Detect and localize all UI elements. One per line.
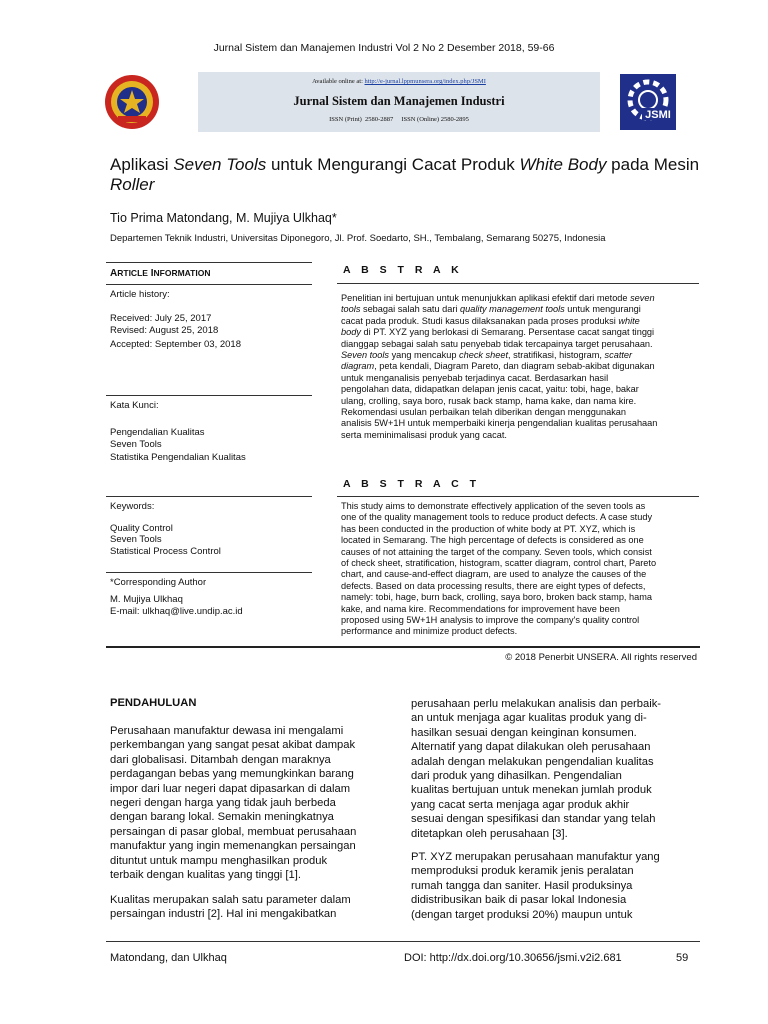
body-right-paragraph-2 (411, 850, 697, 922)
keyword-item: Quality Control (110, 523, 173, 534)
abstrak-line: tools sebagai salah satu dari quality management tools untuk mengurangi (341, 304, 641, 315)
body-line: dituntut untuk mampu menghasilkan produk (110, 854, 328, 867)
divider (106, 496, 312, 497)
abstract-line: proposed using 5W+1H analysis to improve the company's quality control (341, 615, 640, 626)
kata-kunci-item: Statistika Pengendalian Kualitas (110, 452, 246, 463)
journal-banner (198, 72, 600, 132)
body-left-paragraph-1 (110, 724, 396, 882)
divider (337, 496, 699, 497)
body-line: dengan barang lokal. Semakin meningkatnya (110, 811, 334, 824)
body-line: persaingan di pasar global, membuat perusahaan (110, 825, 357, 838)
body-line: perkembangan yang sangat pesat akibat dampak (110, 739, 356, 752)
body-line: Alternatif yang dapat dilakukan oleh perusahaan (411, 741, 651, 754)
available-online-label: Available online at: (312, 78, 363, 85)
abstract-line: one of the quality management tools to reduce product defects. A case study (341, 512, 653, 523)
divider (106, 284, 312, 285)
accepted-date: Accepted: September 03, 2018 (110, 339, 241, 350)
body-line: ditetapkan oleh perusahaan [3]. (411, 827, 568, 840)
author-list: Tio Prima Matondang, M. Mujiya Ulkhaq* (110, 211, 337, 225)
body-line: perusahaan perlu melakukan analisis dan perbaik- (411, 698, 662, 710)
body-line: hasilkan sesuai dengan keinginan konsumen. (411, 726, 637, 739)
article-info-heading: ARTICLE INFORMATION (110, 268, 211, 279)
body-line: rumah tangga dan saniter. Hasil produksinya (411, 879, 633, 892)
body-line: dari globalisasi. Ditambah dengan maraknya (110, 753, 331, 766)
divider (106, 572, 312, 573)
body-line: adalah dengan melakukan pengendalian kualitas (411, 755, 654, 768)
article-history-label: Article history: (110, 289, 170, 300)
abstrak-text (341, 293, 697, 441)
divider (106, 646, 700, 648)
svg-text:JSMI: JSMI (645, 109, 671, 121)
body-line: perdagangan bebas yang memungkinkan barang (110, 768, 354, 781)
abstract-line: namely: tobi, hage, burn back, crolling, saya boro, broken back stamp, hama (341, 592, 653, 603)
abstrak-line: cacat pada produk. Studi kasus dilaksanakan pada proses produksi white (341, 315, 640, 326)
abstrak-line: Rekomendasi usulan perbaikan telah diberikan dengan menggunakan (341, 407, 627, 418)
received-date: Received: July 25, 2017 (110, 313, 212, 324)
body-line: negeri dengan harga yang tidak jauh berbeda (110, 797, 336, 810)
abstract-line: This study aims to demonstrate effectively application of the seven tools as (341, 501, 646, 511)
abstract-line: has been conducted in the production of white body at PT. XYZ, which is (341, 523, 636, 534)
body-line: persaingan industri [2]. Hal ini mengakibatkan (110, 908, 337, 921)
kata-kunci-item: Seven Tools (110, 439, 162, 450)
divider (106, 395, 312, 396)
keyword-item: Statistical Process Control (110, 546, 221, 557)
abstract-line: performance and minimize product defects. (341, 626, 518, 637)
abstrak-line: serta meminimalisasi produk yang cacat. (341, 429, 507, 440)
body-line: manufaktur yang ingin memenangkan persaingan (110, 840, 356, 853)
page-number: 59 (676, 952, 689, 964)
abstract-line: located in Semarang. The high percentage of defects is considered as one (341, 535, 644, 546)
body-line: didistribusikan baik di pasar lokal Indonesia (411, 894, 627, 907)
body-left-paragraph-2 (110, 893, 396, 922)
abstrak-line: Seven tools yang mencakup check sheet, stratifikasi, histogram, scatter (341, 350, 633, 361)
abstrak-line: dianggap sebagai salah satu penyebab tidak tercapainya target perusahaan. (341, 338, 653, 349)
abstrak-line: diagram, peta kendali, Diagram Pareto, dan diagram sebab-akibat digunakan (341, 361, 655, 372)
abstrak-heading: A B S T R A K (343, 264, 463, 276)
footer-doi[interactable]: DOI: http://dx.doi.org/10.30656/jsmi.v2i2.681 (404, 952, 622, 964)
keyword-item: Seven Tools (110, 534, 162, 545)
divider (106, 262, 312, 263)
kata-kunci-label: Kata Kunci: (110, 400, 159, 411)
body-line: Kualitas merupakan salah satu parameter dalam (110, 894, 351, 906)
body-line: Perusahaan manufaktur dewasa ini mengalami (110, 725, 344, 737)
body-line: an untuk menjaga agar kualitas produk yang di- (411, 712, 647, 725)
body-line: dari produk yang dihasilkan. Pengendalian (411, 770, 622, 783)
body-line: yang cacat serta menjaga agar produk akhir (411, 798, 630, 811)
keywords-label: Keywords: (110, 501, 155, 512)
body-line: terbaik dengan kualitas yang tinggi [1]. (110, 869, 301, 882)
corresponding-author-email: E-mail: ulkhaq@live.undip.ac.id (110, 606, 243, 617)
paper-title: Aplikasi Seven Tools untuk Mengurangi Cacat Produk White Body pada Mesin Roller (110, 155, 700, 194)
journal-url-link[interactable]: http://e-jurnal.lppmunsera.org/index.php/JSMI (364, 78, 486, 85)
body-line: (dengan target produksi 20%) maupun untuk (411, 908, 633, 921)
revised-date: Revised: August 25, 2018 (110, 325, 219, 336)
footer-authors: Matondang, dan Ulkhaq (110, 952, 227, 964)
abstract-heading: A B S T R A C T (343, 478, 480, 490)
abstract-line: kake, and nama kire. Recommendations for improvement have been (341, 603, 620, 614)
abstrak-line: body di PT. XYZ yang berlokasi di Semarang. Persentase cacat sangat tinggi (341, 327, 655, 338)
journal-citation-line: Jurnal Sistem dan Manajemen Industri Vol 2 No 2 Desember 2018, 59-66 (213, 42, 555, 54)
abstrak-line: ulang, crolling, saya boro, rusak back stamp, hama kake, dan nama kire. (341, 395, 637, 406)
abstrak-line: pengolahan data, didapatkan delapan jenis cacat, yaitu: tobi, hage, bakar (341, 384, 639, 395)
journal-name: Jurnal Sistem dan Manajemen Industri (293, 94, 505, 108)
unsera-logo-icon (104, 74, 160, 130)
body-line: sesuai dengan spesifikasi dan standar yang telah (411, 813, 656, 826)
issn-line: ISSN (Print) 2580-2887 ISSN (Online) 2580-2895 (329, 116, 469, 123)
body-line: impor dari luar negeri dapat dipasarkan di dalam (110, 782, 351, 795)
abstract-line: chart, and cause-and-effect diagram, are used to analyze the causes of the (341, 569, 647, 580)
abstract-text (341, 501, 697, 638)
kata-kunci-item: Pengendalian Kualitas (110, 427, 205, 438)
corresponding-author-label: *Corresponding Author (110, 577, 207, 588)
abstract-line: causes of not attaining the target of the company. Seven tools, which consist (341, 546, 652, 557)
body-line: kualitas bertujuan untuk menekan jumlah produk (411, 784, 652, 797)
affiliation: Departemen Teknik Industri, Universitas Diponegoro, Jl. Prof. Soedarto, SH., Tembalang, Semarang 50275, Indonesia (110, 233, 606, 244)
body-line: PT. XYZ merupakan perusahaan manufaktur yang (411, 851, 660, 863)
abstrak-line: analisis 5W+1H untuk memperbaiki kinerja pengendalian kualitas perusahaan (341, 418, 658, 429)
body-right-paragraph-1 (411, 697, 697, 841)
corresponding-author-name: M. Mujiya Ulkhaq (110, 594, 183, 605)
availability-line (198, 78, 600, 85)
abstract-line: defects. Based on data processing results, there are eight types of defects, (341, 580, 646, 591)
abstract-line: of check sheet, stratification, histogram, scatter diagram, control chart, Pareto (341, 558, 657, 569)
divider (106, 941, 700, 942)
body-line: memproduksi produk keramik jenis peralatan (411, 865, 634, 878)
copyright-line: © 2018 Penerbit UNSERA. All rights reserved (505, 652, 697, 663)
jsmi-logo-icon (620, 74, 676, 130)
divider (337, 283, 699, 284)
abstrak-line: untuk menganalisis penyebab terjadinya cacat. Berdasarkan hasil (341, 372, 609, 383)
section-heading: PENDAHULUAN (110, 697, 197, 709)
abstrak-line: Penelitian ini bertujuan untuk menunjukkan aplikasi efektif dari metode seven (341, 293, 655, 303)
